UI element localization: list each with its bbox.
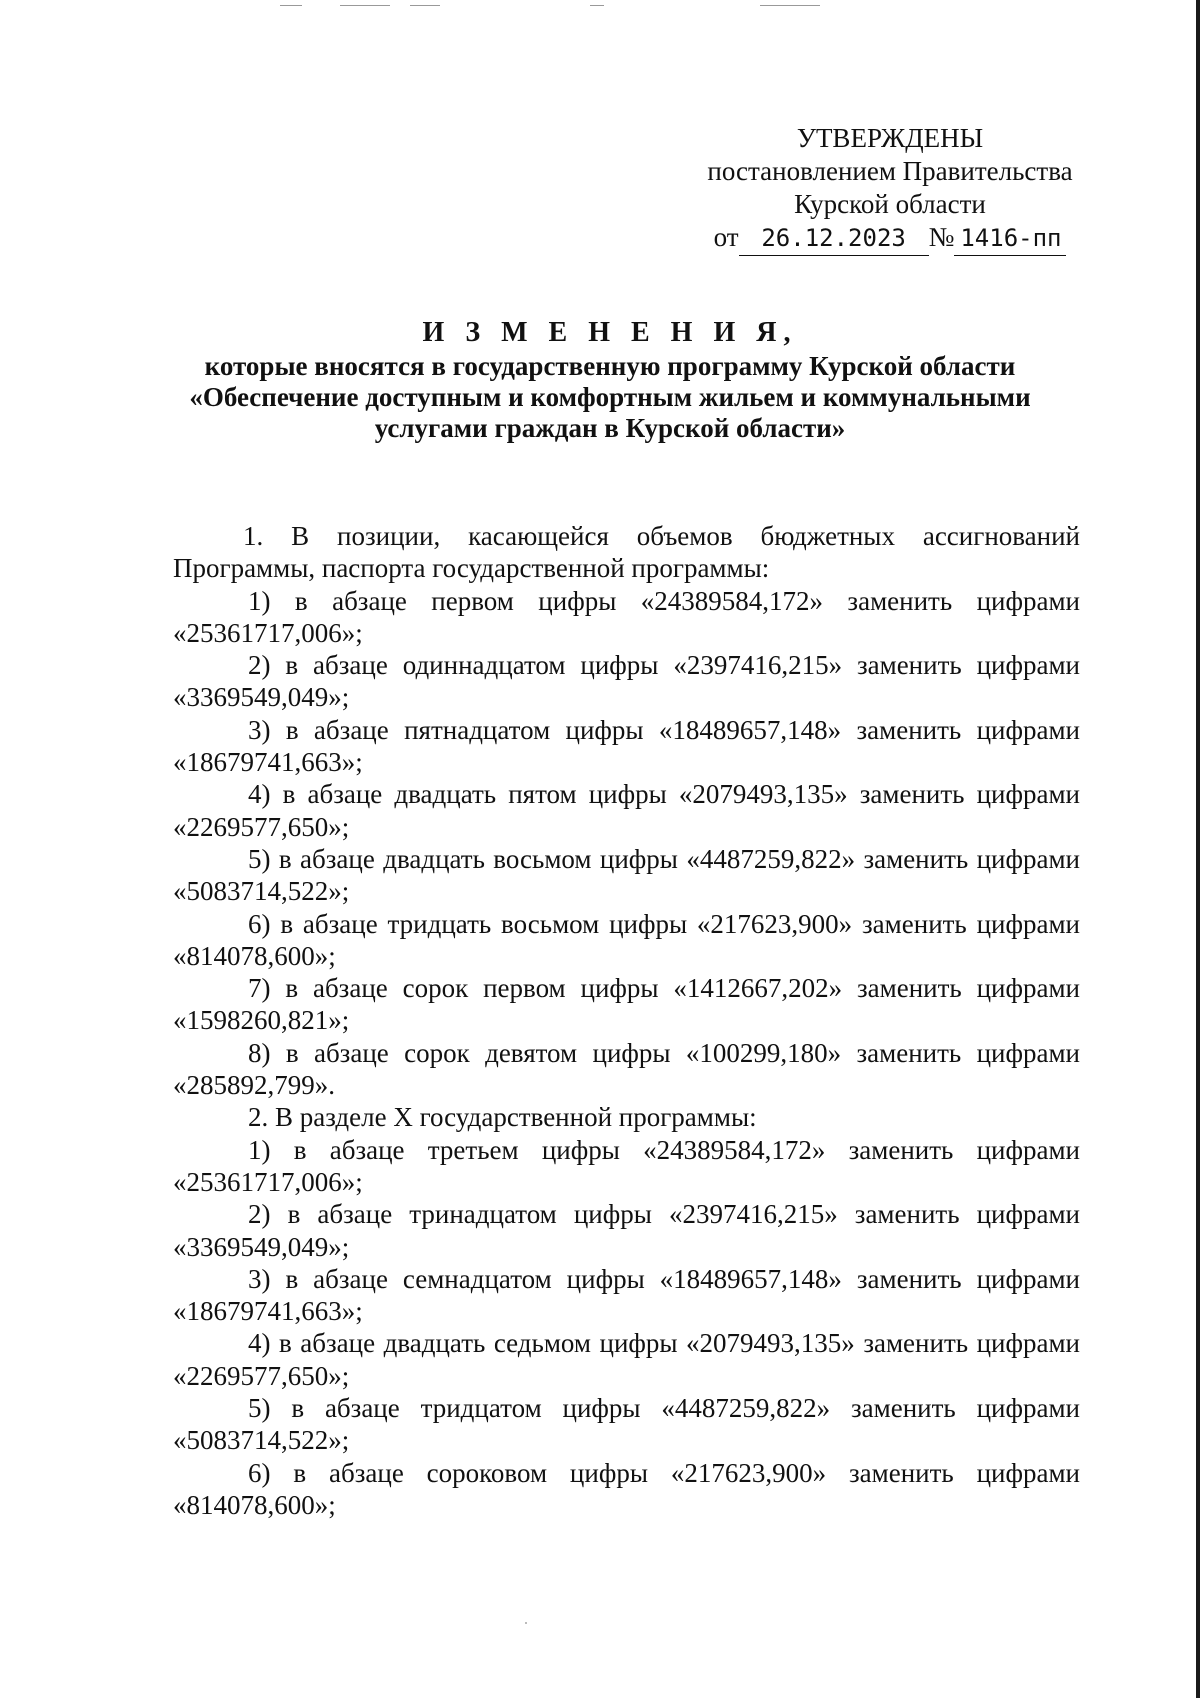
- paragraph-2-item-4: 4) в абзаце двадцать седьмом цифры «2079493,135» заменить цифрами «2269577,650»;: [173, 1328, 1080, 1391]
- paragraph-1-item-1: 1) в абзаце первом цифры «24389584,172» заменить цифрами «25361717,006»;: [173, 585, 1080, 648]
- approval-title: УТВЕРЖДЕНЫ: [796, 123, 984, 153]
- document-body: [173, 520, 1080, 1521]
- number-prefix: №: [928, 222, 955, 252]
- paragraph-2-item-6: 6) в абзаце сороковом цифры «217623,900» заменить цифрами «814078,600»;: [173, 1457, 1080, 1520]
- paragraph-1-item-4: 4) в абзаце двадцать пятом цифры «2079493,135» заменить цифрами «2269577,650»;: [173, 779, 1080, 842]
- approval-line-region: Курской области: [794, 189, 986, 219]
- paragraph-1-item-7: 7) в абзаце сорок первом цифры «1412667,202» заменить цифрами «1598260,821»;: [173, 973, 1080, 1036]
- paragraph-2-item-3: 3) в абзаце семнадцатом цифры «18489657,148» заменить цифрами «18679741,663»;: [173, 1263, 1080, 1327]
- date-prefix: от: [713, 222, 739, 252]
- scan-dot: [525, 1622, 527, 1624]
- paragraph-2: 2. В разделе Х государственной программы:: [248, 1102, 757, 1133]
- document-heading: [160, 317, 1060, 444]
- scan-edge: [1196, 0, 1200, 1698]
- paragraph-2-item-2: 2) в абзаце тринадцатом цифры «2397416,215» заменить цифрами «3369549,049»;: [173, 1199, 1080, 1262]
- heading-line-1: которые вносятся в государственную программу Курской области: [204, 351, 1016, 381]
- paragraph-1-item-3: 3) в абзаце пятнадцатом цифры «18489657,148» заменить цифрами «18679741,663»;: [173, 714, 1080, 778]
- heading-line-3: услугами граждан в Курской области»: [374, 413, 846, 443]
- paragraph-1-item-2: 2) в абзаце одиннадцатом цифры «2397416,215» заменить цифрами «3369549,049»;: [173, 650, 1080, 713]
- approval-date: 26.12.2023: [739, 222, 929, 256]
- approval-date-line: [690, 221, 1090, 256]
- paragraph-2-item-1: 1) в абзаце третьем цифры «24389584,172» заменить цифрами «25361717,006»;: [173, 1134, 1080, 1197]
- paragraph-2-item-5: 5) в абзаце тридцатом цифры «4487259,822» заменить цифрами «5083714,522»;: [173, 1393, 1080, 1456]
- scan-artifact-marks: [280, 2, 860, 8]
- paragraph-1-item-8: 8) в абзаце сорок девятом цифры «100299,180» заменить цифрами «285892,799».: [173, 1037, 1080, 1101]
- paragraph-1-item-6: 6) в абзаце тридцать восьмом цифры «217623,900» заменить цифрами «814078,600»;: [173, 908, 1080, 971]
- paragraph-1: 1. В позиции, касающейся объемов бюджетных ассигнований Программы, паспорта государственной программы:: [173, 521, 1080, 584]
- approval-block: [690, 122, 1090, 256]
- heading-title: И З М Е Н Е Н И Я,: [422, 317, 798, 348]
- paragraph-1-item-5: 5) в абзаце двадцать восьмом цифры «4487259,822» заменить цифрами «5083714,522»;: [173, 843, 1080, 907]
- approval-line-resolution: постановлением Правительства: [707, 156, 1073, 186]
- heading-line-2: «Обеспечение доступным и комфортным жильем и коммунальными: [189, 382, 1031, 412]
- approval-number: 1416-пп: [954, 222, 1066, 256]
